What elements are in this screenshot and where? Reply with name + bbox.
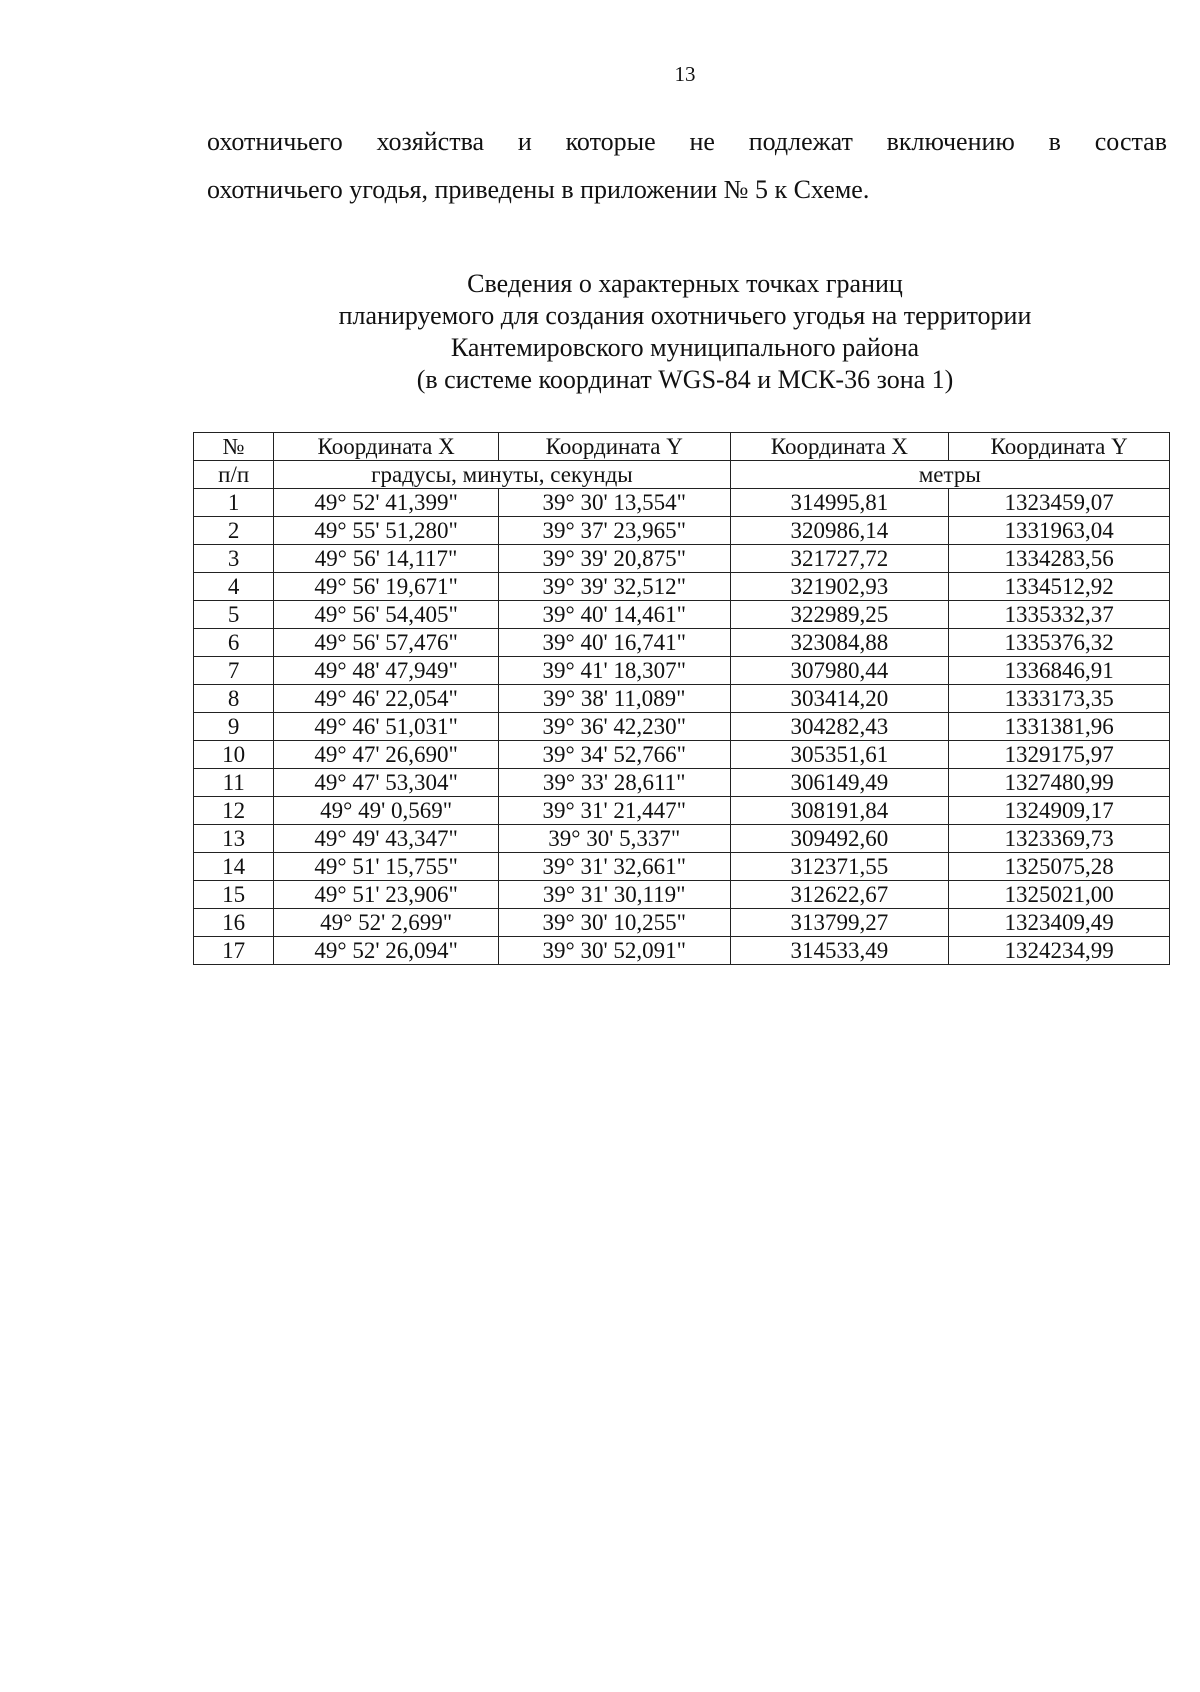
cell-num: 15: [194, 881, 274, 909]
cell-num: 13: [194, 825, 274, 853]
cell-x-deg: 49° 46' 51,031": [274, 713, 499, 741]
cell-num: 17: [194, 937, 274, 965]
cell-x-deg: 49° 49' 0,569": [274, 797, 499, 825]
coordinates-table: [193, 432, 1170, 965]
cell-y-deg: 39° 39' 32,512": [498, 573, 730, 601]
table-row: [194, 853, 1170, 881]
cell-num: 12: [194, 797, 274, 825]
cell-num: 10: [194, 741, 274, 769]
table-row: [194, 741, 1170, 769]
cell-y-m: 1323459,07: [949, 489, 1170, 517]
cell-y-m: 1325021,00: [949, 881, 1170, 909]
cell-y-m: 1327480,99: [949, 769, 1170, 797]
cell-x-m: 312622,67: [730, 881, 949, 909]
cell-num: 7: [194, 657, 274, 685]
header-coord-y-m: Координата Y: [949, 433, 1170, 461]
table-header: [194, 433, 1170, 489]
page-number: 13: [674, 62, 696, 86]
cell-y-m: 1334512,92: [949, 573, 1170, 601]
table-body: [194, 489, 1170, 965]
cell-x-deg: 49° 56' 54,405": [274, 601, 499, 629]
header-m-units: метры: [730, 461, 1169, 489]
table-row: [194, 629, 1170, 657]
cell-y-deg: 39° 39' 20,875": [498, 545, 730, 573]
cell-y-deg: 39° 41' 18,307": [498, 657, 730, 685]
table-row: [194, 881, 1170, 909]
cell-x-deg: 49° 52' 26,094": [274, 937, 499, 965]
cell-y-deg: 39° 30' 13,554": [498, 489, 730, 517]
cell-num: 5: [194, 601, 274, 629]
cell-x-deg: 49° 51' 23,906": [274, 881, 499, 909]
cell-y-m: 1333173,35: [949, 685, 1170, 713]
cell-y-m: 1325075,28: [949, 853, 1170, 881]
cell-x-deg: 49° 49' 43,347": [274, 825, 499, 853]
cell-y-deg: 39° 38' 11,089": [498, 685, 730, 713]
cell-y-m: 1331963,04: [949, 517, 1170, 545]
cell-x-m: 323084,88: [730, 629, 949, 657]
cell-num: 11: [194, 769, 274, 797]
cell-x-deg: 49° 48' 47,949": [274, 657, 499, 685]
cell-y-deg: 39° 30' 5,337": [498, 825, 730, 853]
header-num: №: [194, 433, 274, 461]
cell-y-deg: 39° 31' 32,661": [498, 853, 730, 881]
table-row: [194, 517, 1170, 545]
cell-x-m: 322989,25: [730, 601, 949, 629]
table-row: [194, 825, 1170, 853]
cell-y-m: 1335376,32: [949, 629, 1170, 657]
cell-y-m: 1335332,37: [949, 601, 1170, 629]
title-line-1: Сведения о характерных точках границ: [467, 269, 903, 298]
table-row: [194, 657, 1170, 685]
cell-x-m: 309492,60: [730, 825, 949, 853]
cell-x-m: 314533,49: [730, 937, 949, 965]
cell-x-deg: 49° 52' 41,399": [274, 489, 499, 517]
table-row: [194, 545, 1170, 573]
cell-y-deg: 39° 37' 23,965": [498, 517, 730, 545]
cell-y-deg: 39° 40' 16,741": [498, 629, 730, 657]
header-coord-x-m: Координата X: [730, 433, 949, 461]
cell-x-deg: 49° 55' 51,280": [274, 517, 499, 545]
header-num-pp: п/п: [194, 461, 274, 489]
cell-x-m: 320986,14: [730, 517, 949, 545]
cell-x-m: 304282,43: [730, 713, 949, 741]
title-line-3: Кантемировского муниципального района: [450, 333, 920, 362]
cell-y-m: 1334283,56: [949, 545, 1170, 573]
table-row: [194, 937, 1170, 965]
cell-y-m: 1336846,91: [949, 657, 1170, 685]
cell-num: 16: [194, 909, 274, 937]
header-row-2: [194, 461, 1170, 489]
body-paragraph: [207, 118, 1167, 214]
cell-y-deg: 39° 36' 42,230": [498, 713, 730, 741]
cell-x-m: 312371,55: [730, 853, 949, 881]
cell-x-deg: 49° 46' 22,054": [274, 685, 499, 713]
cell-x-m: 303414,20: [730, 685, 949, 713]
paragraph-line-1: охотничьего хозяйства и которые не подлежат включению в состав: [207, 127, 1167, 156]
header-coord-y-deg: Координата Y: [498, 433, 730, 461]
cell-num: 8: [194, 685, 274, 713]
table-row: [194, 797, 1170, 825]
cell-num: 4: [194, 573, 274, 601]
header-row-1: [194, 433, 1170, 461]
table-row: [194, 685, 1170, 713]
cell-num: 6: [194, 629, 274, 657]
cell-x-m: 321902,93: [730, 573, 949, 601]
cell-num: 2: [194, 517, 274, 545]
table-title: [0, 268, 1200, 396]
cell-y-m: 1323409,49: [949, 909, 1170, 937]
cell-y-m: 1324234,99: [949, 937, 1170, 965]
table-row: [194, 909, 1170, 937]
cell-x-deg: 49° 51' 15,755": [274, 853, 499, 881]
paragraph-line-2: охотничьего угодья, приведены в приложении № 5 к Схеме.: [207, 175, 870, 204]
table-row: [194, 573, 1170, 601]
header-coord-x-deg: Координата X: [274, 433, 499, 461]
title-line-4: (в системе координат WGS-84 и МСК-36 зона 1): [416, 365, 954, 394]
cell-x-m: 307980,44: [730, 657, 949, 685]
cell-num: 14: [194, 853, 274, 881]
cell-x-m: 305351,61: [730, 741, 949, 769]
title-line-2: планируемого для создания охотничьего угодья на территории: [338, 301, 1032, 330]
cell-num: 3: [194, 545, 274, 573]
cell-y-m: 1323369,73: [949, 825, 1170, 853]
cell-y-deg: 39° 31' 30,119": [498, 881, 730, 909]
cell-x-deg: 49° 52' 2,699": [274, 909, 499, 937]
cell-y-deg: 39° 34' 52,766": [498, 741, 730, 769]
cell-y-deg: 39° 40' 14,461": [498, 601, 730, 629]
table-row: [194, 713, 1170, 741]
header-deg-units: градусы, минуты, секунды: [274, 461, 730, 489]
table-row: [194, 769, 1170, 797]
table-row: [194, 489, 1170, 517]
cell-num: 1: [194, 489, 274, 517]
cell-y-m: 1329175,97: [949, 741, 1170, 769]
cell-x-deg: 49° 56' 14,117": [274, 545, 499, 573]
cell-x-m: 308191,84: [730, 797, 949, 825]
cell-y-m: 1331381,96: [949, 713, 1170, 741]
table-row: [194, 601, 1170, 629]
cell-y-deg: 39° 30' 10,255": [498, 909, 730, 937]
cell-y-deg: 39° 31' 21,447": [498, 797, 730, 825]
cell-x-deg: 49° 56' 57,476": [274, 629, 499, 657]
cell-y-m: 1324909,17: [949, 797, 1170, 825]
cell-y-deg: 39° 30' 52,091": [498, 937, 730, 965]
cell-x-m: 314995,81: [730, 489, 949, 517]
cell-x-m: 313799,27: [730, 909, 949, 937]
cell-x-m: 321727,72: [730, 545, 949, 573]
cell-x-deg: 49° 56' 19,671": [274, 573, 499, 601]
cell-x-deg: 49° 47' 53,304": [274, 769, 499, 797]
cell-num: 9: [194, 713, 274, 741]
cell-y-deg: 39° 33' 28,611": [498, 769, 730, 797]
cell-x-m: 306149,49: [730, 769, 949, 797]
cell-x-deg: 49° 47' 26,690": [274, 741, 499, 769]
